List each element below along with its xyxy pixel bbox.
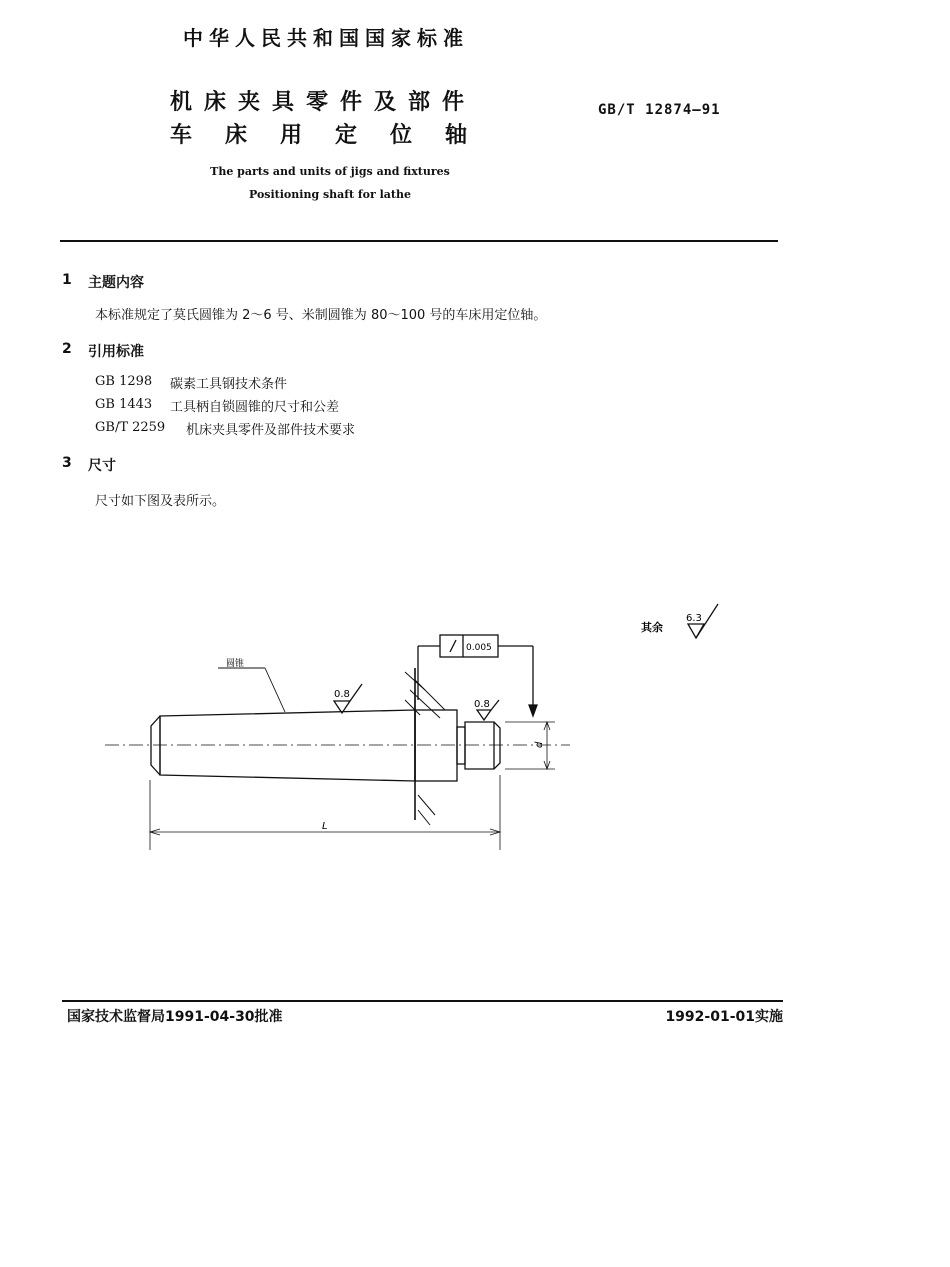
runout-tolerance-value: 0.005 bbox=[466, 643, 492, 653]
section-1-text: 本标准规定了莫氏圆锥为 2～6 号、米制圆锥为 80～100 号的车床用定位轴。 bbox=[95, 308, 547, 323]
roughness-symbol-2 bbox=[477, 710, 491, 720]
shaft-collar bbox=[415, 710, 457, 781]
shaft-taper-body bbox=[160, 710, 415, 781]
diameter-label: d bbox=[534, 741, 545, 748]
runout-symbol bbox=[450, 640, 456, 652]
reference-title: 机床夹具零件及部件技术要求 bbox=[186, 423, 356, 438]
cone-label-leader bbox=[265, 668, 285, 712]
english-title-line1: The parts and units of jigs and fixtures bbox=[210, 165, 450, 178]
section-1-number: 1 bbox=[62, 272, 72, 288]
reference-title: 碳素工具钢技术条件 bbox=[170, 377, 288, 392]
reference-code: GB 1298 bbox=[95, 374, 153, 389]
cone-label: 圆锥 bbox=[226, 659, 245, 669]
remaining-roughness-value: 6.3 bbox=[686, 613, 702, 624]
reference-title: 工具柄自锁圆锥的尺寸和公差 bbox=[170, 400, 340, 415]
chinese-title-line2: 车床用定位轴 bbox=[170, 123, 501, 148]
roughness-value-1: 0.8 bbox=[334, 689, 350, 700]
national-standard-heading: 中华人民共和国国家标准 bbox=[183, 26, 469, 50]
shaft-pilot bbox=[465, 722, 500, 769]
approval-info: 国家技术监督局1991-04-30批准 bbox=[67, 1009, 283, 1025]
remaining-label: 其余 bbox=[641, 621, 663, 634]
section-3-number: 3 bbox=[62, 455, 72, 471]
reference-code: GB/T 2259 bbox=[95, 420, 166, 435]
standard-number: GB/T 12874—91 bbox=[598, 102, 721, 118]
reference-code: GB 1443 bbox=[95, 397, 153, 412]
implementation-date: 1992-01-01实施 bbox=[665, 1009, 783, 1025]
roughness-value-2: 0.8 bbox=[474, 699, 490, 710]
section-3-text: 尺寸如下图及表所示。 bbox=[95, 494, 226, 509]
section-2-number: 2 bbox=[62, 341, 72, 357]
shaft-neck bbox=[457, 727, 465, 764]
section-1-title: 主题内容 bbox=[88, 275, 144, 291]
english-title-line2: Positioning shaft for lathe bbox=[248, 188, 411, 201]
footer-divider bbox=[62, 1000, 783, 1002]
section-3-title: 尺寸 bbox=[88, 458, 116, 474]
roughness-symbol-remaining bbox=[688, 624, 704, 638]
section-2-title: 引用标准 bbox=[88, 344, 144, 360]
chinese-title-line1: 机床夹具零件及部件 bbox=[170, 90, 477, 115]
length-label: L bbox=[322, 821, 328, 832]
shaft-chamfer bbox=[151, 716, 160, 775]
